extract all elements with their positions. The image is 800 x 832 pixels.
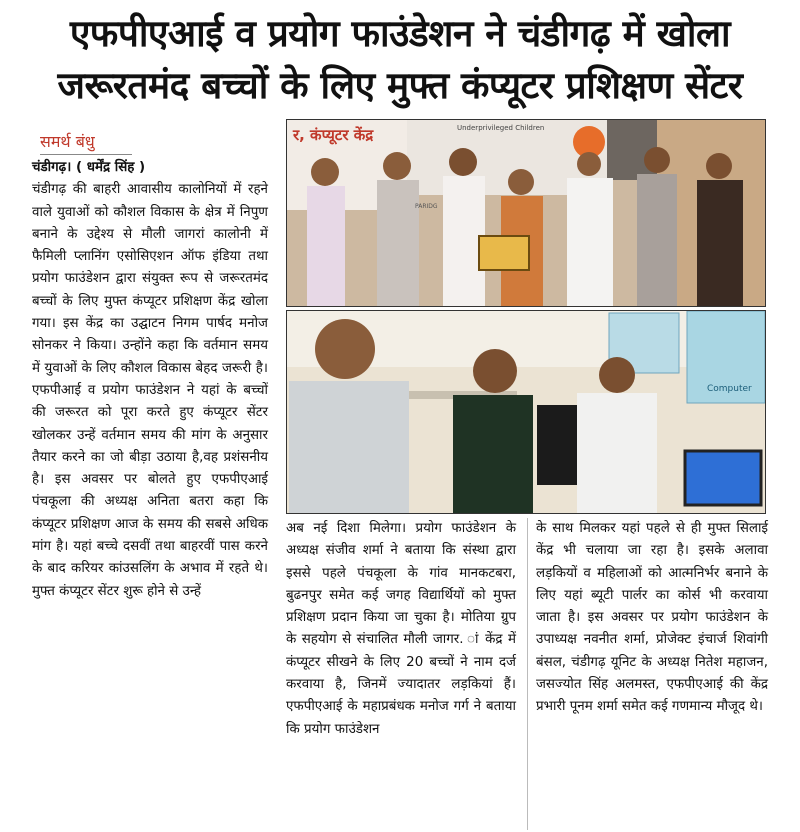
article-column-1 bbox=[32, 157, 268, 603]
dateline: चंडीगढ़। ( धर्मेंद्र सिंह ) bbox=[32, 160, 146, 175]
award-plaque bbox=[479, 236, 529, 270]
monitor bbox=[685, 451, 761, 505]
headline-line-2: जरूरतमंद बच्चों के लिए मुफ्त कंप्यूटर प्रशिक्षण सेंटर bbox=[57, 64, 743, 107]
article-column-3 bbox=[536, 518, 768, 719]
article-column-2 bbox=[286, 518, 516, 741]
headline-line-1: एफपीएआई व प्रयोग फाउंडेशन ने चंडीगढ़ में खोला bbox=[69, 12, 731, 55]
column-3-text: के साथ मिलकर यहां पहले से ही मुफ्त सिलाई केंद्र भी चलाया जा रहा है। इसके अलावा लड़कियों व महिलाओं को आत्मनिर्भर बनाने के लिए यहां ब्यूटी पार्लर का कोर्स भी करवाया जाता है। इस अवसर पर प्रयोग फाउंडेशन के उपाध्यक्ष नवनीत शर्मा, प्रोजेक्ट इंचार्ज शिवांगी बंसल, चंडीगढ़ यूनिट के अध्यक्ष नितेश महाजन, जसज्योत सिंह अलमस्त, एफपीएआई की केंद्र प्रभारी पूनम शर्मा समेत कई गणमान्य मौजूद थे। bbox=[536, 521, 768, 715]
plaque-text: PARIDG bbox=[415, 203, 438, 210]
poster-text: Computer bbox=[707, 384, 752, 394]
headline bbox=[0, 0, 800, 112]
column-2-text: अब नई दिशा मिलेगा। प्रयोग फाउंडेशन के अध्यक्ष संजीव शर्मा ने बताया कि संस्था द्वारा इससे पहले पंचकूला के गांव मानकटबरा, बुढनपुर समेत कई जगह विद्यार्थियों को मुफ्त प्रशिक्षण प्रदान किया जा चुका है। मोतिया ग्रुप के सहयोग से संचालित मौली जागर. ां केंद्र में कंप्यूटर सीखने के लिए 20 बच्चों ने नाम दर्ज करवाया है, जिनमें ज्यादातर लड़कियां हैं। एफपीएआई के महाप्रबंधक मनोज गर्ग ने बताया कि प्रयोग फाउंडेशन bbox=[286, 521, 516, 737]
column-1-text: चंडीगढ़ की बाहरी आवासीय कालोनियों में रहने वाले युवाओं को कौशल विकास के क्षेत्र में निपुण बनाने के उद्देश्य से मौली जागरां कालोनी में फैमिली प्लानिंग एसोसिएशन ऑफ इंडिया तथा प्रयोग फाउंडेशन द्वारा संयुक्त रूप से जरूरतमंद बच्चों के लिए मुफ्त कंप्यूटर प्रशिक्षण केंद्र खोला गया। इस केंद्र का उद्घाटन निगम पार्षद मनोज सोनकर ने किया। उन्होंने कहा कि वर्तमान समय में युवाओं के लिए कौशल विकास बेहद जरूरी है। एफपीआई व प्रयोग फाउंडेशन ने यहां के बच्चों की जरूरत को पूरा करते हुए कंप्यूटर सेंटर खोलकर उन्हें वर्तमान समय की मांग के अनुसार तैयार करने का जो बीड़ा उठाया है,वह प्रशंसनीय है। इस अवसर पर बोलते हुए एफपीएआई पंचकूला की अध्यक्ष अनिता बतरा कहा कि कंप्यूटर प्रशिक्षण आज के समय की सबसे अधिक मांग है। यहां बच्चे दसवीं तथा बाहरवीं पास करने के बाद करियर कांउसलिंग के अभाव में रहते थे। मुफ्त कंप्यूटर सेंटर शुरू होने से उन्हें bbox=[32, 182, 268, 599]
ceremony-photo bbox=[286, 119, 766, 307]
byline: समर्थ बंधु bbox=[40, 132, 95, 151]
ceremony-photo-illustration bbox=[287, 120, 765, 306]
byline-underline bbox=[40, 154, 132, 155]
computer-lab-illustration bbox=[287, 311, 765, 513]
computer-lab-photo bbox=[286, 310, 766, 514]
banner-text: र, कंप्यूटर केंद्र bbox=[293, 126, 374, 144]
banner-subtext: Underprivileged Children bbox=[457, 124, 545, 132]
column-divider bbox=[527, 518, 528, 830]
